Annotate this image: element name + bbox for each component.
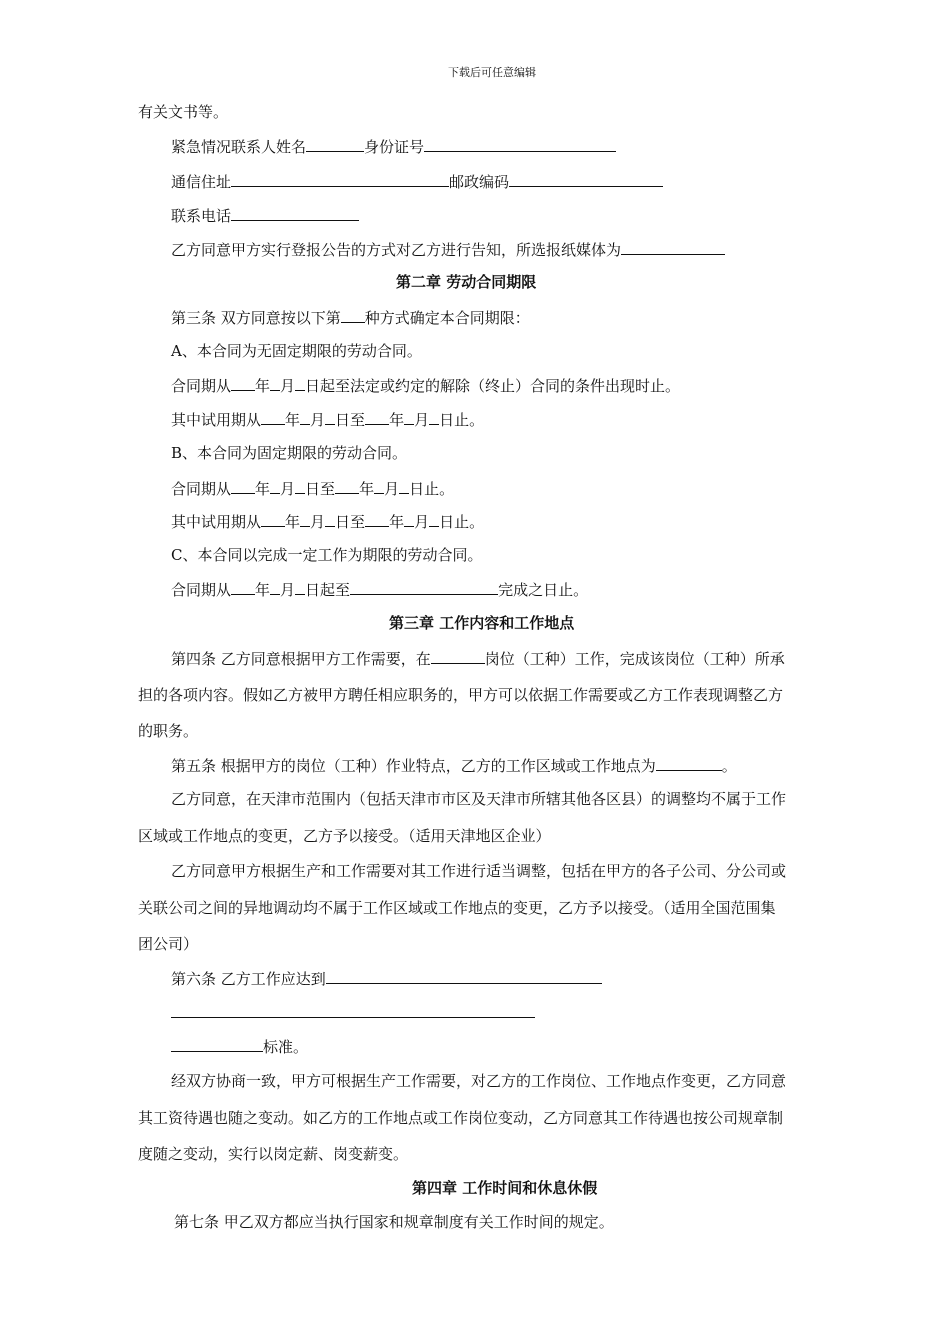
blank-field[interactable] xyxy=(325,408,335,425)
article-7-line: 第七条 甲乙双方都应当执行国家和规章制度有关工作时间的规定。 xyxy=(174,1213,614,1231)
blank-field[interactable] xyxy=(429,408,439,425)
blank-field[interactable] xyxy=(326,967,602,984)
blank-field[interactable] xyxy=(171,1035,263,1052)
blank-field[interactable] xyxy=(374,477,384,494)
emergency-contact-line: 紧急情况联系人姓名 身份证号 xyxy=(171,135,616,158)
group-clause-line-3: 团公司） xyxy=(138,935,199,953)
blank-field[interactable] xyxy=(325,510,335,527)
blank-field[interactable] xyxy=(429,510,439,527)
blank-field[interactable] xyxy=(365,408,389,425)
article-6-blank-line xyxy=(171,1001,535,1024)
option-a-line: A、本合同为无固定期限的劳动合同。 xyxy=(171,342,422,360)
blank-field[interactable] xyxy=(295,477,305,494)
blank-field[interactable] xyxy=(295,578,305,595)
blank-field[interactable] xyxy=(270,477,280,494)
chapter-3-heading: 第三章 工作内容和工作地点 xyxy=(389,614,575,632)
blank-field[interactable] xyxy=(231,170,449,187)
blank-field[interactable] xyxy=(656,754,722,771)
article-5-line: 第五条 根据甲方的岗位（工种）作业特点，乙方的工作区域或工作地点为 。 xyxy=(171,754,737,777)
consultation-line-1: 经双方协商一致，甲方可根据生产工作需要，对乙方的工作岗位、工作地点作变更，乙方同意 xyxy=(171,1072,787,1090)
consultation-line-3: 度随之变动，实行以岗定薪、岗变薪变。 xyxy=(138,1145,409,1163)
probation-a-line: 其中试用期从 年 月 日至 年 月 日止。 xyxy=(171,408,484,431)
newspaper-line: 乙方同意甲方实行登报公告的方式对乙方进行告知，所选报纸媒体为 xyxy=(171,238,725,261)
blank-field[interactable] xyxy=(231,374,255,391)
chapter-2-heading: 第二章 劳动合同期限 xyxy=(396,273,537,291)
blank-field[interactable] xyxy=(306,135,364,152)
blank-field[interactable] xyxy=(431,647,485,664)
article-4-line-2: 担的各项内容。假如乙方被甲方聘任相应职务的，甲方可以依据工作需要或乙方工作表现调整乙方 xyxy=(138,686,784,704)
blank-field[interactable] xyxy=(231,477,255,494)
article-6-line: 第六条 乙方工作应达到 xyxy=(171,967,602,990)
page-header: 下载后可任意编辑 xyxy=(448,66,536,79)
blank-field[interactable] xyxy=(261,510,285,527)
article-4-line-1: 第四条 乙方同意根据甲方工作需要，在 岗位（工种）工作，完成该岗位（工种）所承 xyxy=(171,647,785,670)
term-a-line: 合同期从 年 月 日起至法定或约定的解除（终止）合同的条件出现时止。 xyxy=(171,374,680,397)
blank-field[interactable] xyxy=(365,510,389,527)
option-c-line: C、本合同以完成一定工作为期限的劳动合同。 xyxy=(171,546,483,564)
blank-field[interactable] xyxy=(399,477,409,494)
tianjin-clause-line-1: 乙方同意，在天津市范围内（包括天津市市区及天津市所辖其他各区县）的调整均不属于工作 xyxy=(171,790,787,808)
probation-b-line: 其中试用期从 年 月 日至 年 月 日止。 xyxy=(171,510,484,533)
tianjin-clause-line-2: 区域或工作地点的变更，乙方予以接受。（适用天津地区企业） xyxy=(138,827,551,845)
group-clause-line-2: 关联公司之间的异地调动均不属于工作区域或工作地点的变更，乙方予以接受。（适用全国范围集 xyxy=(138,899,776,917)
chapter-4-heading: 第四章 工作时间和休息休假 xyxy=(412,1179,598,1197)
blank-field[interactable] xyxy=(509,170,663,187)
phone-line: 联系电话 xyxy=(171,204,359,227)
blank-field[interactable] xyxy=(404,510,414,527)
term-c-line: 合同期从 年 月 日起至 完成之日止。 xyxy=(171,578,588,601)
blank-field[interactable] xyxy=(270,374,280,391)
consultation-line-2: 其工资待遇也随之变动。如乙方的工作地点或工作岗位变动，乙方同意其工作待遇也按公司规章制 xyxy=(138,1109,784,1127)
address-line: 通信住址 邮政编码 xyxy=(171,170,663,193)
blank-field[interactable] xyxy=(171,1001,535,1018)
article-4-line-3: 的职务。 xyxy=(138,722,199,740)
blank-field[interactable] xyxy=(404,408,414,425)
line-1: 有关文书等。 xyxy=(138,103,229,121)
blank-field[interactable] xyxy=(300,510,310,527)
blank-field[interactable] xyxy=(341,306,365,323)
blank-field[interactable] xyxy=(335,477,359,494)
blank-field[interactable] xyxy=(424,135,616,152)
blank-field[interactable] xyxy=(621,238,725,255)
term-b-line: 合同期从 年 月 日至 年 月 日止。 xyxy=(171,477,454,500)
blank-field[interactable] xyxy=(231,578,255,595)
blank-field[interactable] xyxy=(300,408,310,425)
article-6-standard-line: 标准。 xyxy=(171,1035,308,1058)
blank-field[interactable] xyxy=(350,578,498,595)
blank-field[interactable] xyxy=(261,408,285,425)
article-3-line: 第三条 双方同意按以下第 种方式确定本合同期限： xyxy=(171,306,530,329)
blank-field[interactable] xyxy=(270,578,280,595)
group-clause-line-1: 乙方同意甲方根据生产和工作需要对其工作进行适当调整，包括在甲方的各子公司、分公司或 xyxy=(171,862,787,880)
blank-field[interactable] xyxy=(231,204,359,221)
option-b-line: B、本合同为固定期限的劳动合同。 xyxy=(171,444,408,462)
blank-field[interactable] xyxy=(295,374,305,391)
